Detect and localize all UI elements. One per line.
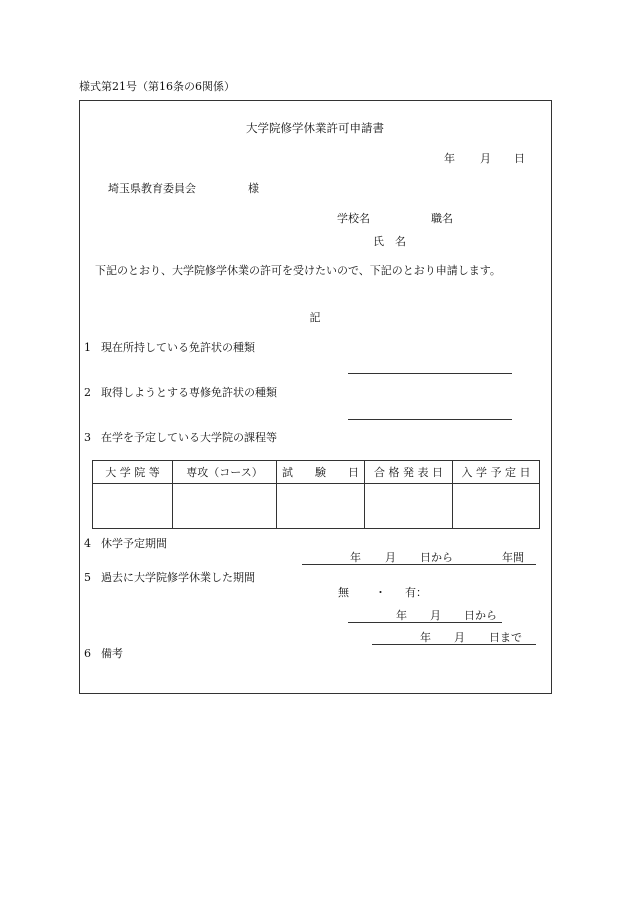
- form-title: 大学院修学休業許可申請書: [246, 121, 384, 135]
- leave-month: 月: [385, 551, 396, 564]
- position-label: 職名: [431, 212, 453, 225]
- major-cell[interactable]: [173, 484, 277, 529]
- header-pass-announcement-date: 合 格 発 表 日: [365, 461, 453, 484]
- leave-years: 年間: [502, 551, 524, 564]
- addressee-honorific: 様: [248, 182, 259, 195]
- course-table: [92, 460, 540, 529]
- past-from-day: 日から: [464, 609, 497, 622]
- leave-from-day: 日から: [420, 551, 453, 564]
- item5-label: 過去に大学院修学休業した期間: [101, 571, 255, 584]
- admission-date-cell[interactable]: [453, 484, 540, 529]
- school-name-label: 学校名: [337, 212, 370, 225]
- item6-number: 6: [84, 647, 91, 660]
- past-from-year: 年: [396, 609, 407, 622]
- intro-text: 下記のとおり、大学院修学休業の許可を受けたいので、下記のとおり申請します。: [95, 264, 501, 277]
- past-to-line: [372, 644, 536, 645]
- past-none: 無: [338, 586, 349, 599]
- pass-announcement-date-cell[interactable]: [365, 484, 453, 529]
- leave-year: 年: [350, 551, 361, 564]
- graduate-school-cell[interactable]: [93, 484, 173, 529]
- past-to-month: 月: [454, 631, 465, 644]
- item5-number: 5: [84, 571, 91, 584]
- past-has: 有：: [405, 586, 427, 599]
- date-year: 年: [444, 152, 455, 165]
- past-to-year: 年: [420, 631, 431, 644]
- item1-number: 1: [84, 341, 91, 354]
- leave-period-line: [302, 564, 536, 565]
- item3-label: 在学を予定している大学院の課程等: [101, 431, 277, 444]
- past-from-month: 月: [430, 609, 441, 622]
- item1-label: 現在所持している免許状の種類: [101, 341, 255, 354]
- date-day: 日: [514, 152, 525, 165]
- item6-label: 備考: [101, 647, 123, 660]
- table-row: [93, 484, 540, 529]
- ki-heading: 記: [309, 311, 321, 324]
- header-major: 専攻（コース）: [173, 461, 277, 484]
- item4-number: 4: [84, 537, 91, 550]
- header-admission-date: 入 学 予 定 日: [453, 461, 540, 484]
- date-month: 月: [480, 152, 491, 165]
- past-to-day: 日まで: [489, 631, 522, 644]
- item2-label: 取得しようとする専修免許状の種類: [101, 386, 277, 399]
- form-number: 様式第21号（第16条の6関係）: [79, 80, 235, 93]
- header-exam-date: 試 験 日: [277, 461, 365, 484]
- applicant-name-label: 氏 名: [373, 235, 406, 248]
- item2-answer-line: [348, 419, 512, 420]
- exam-date-cell[interactable]: [277, 484, 365, 529]
- past-separator: ・: [375, 586, 386, 599]
- item2-number: 2: [84, 386, 91, 399]
- item3-number: 3: [84, 431, 91, 444]
- table-header-row: [93, 461, 540, 484]
- past-from-line: [348, 622, 502, 623]
- addressee-name: 埼玉県教育委員会: [108, 182, 196, 195]
- item1-answer-line: [348, 373, 512, 374]
- header-graduate-school: 大 学 院 等: [93, 461, 173, 484]
- item4-label: 休学予定期間: [101, 537, 167, 550]
